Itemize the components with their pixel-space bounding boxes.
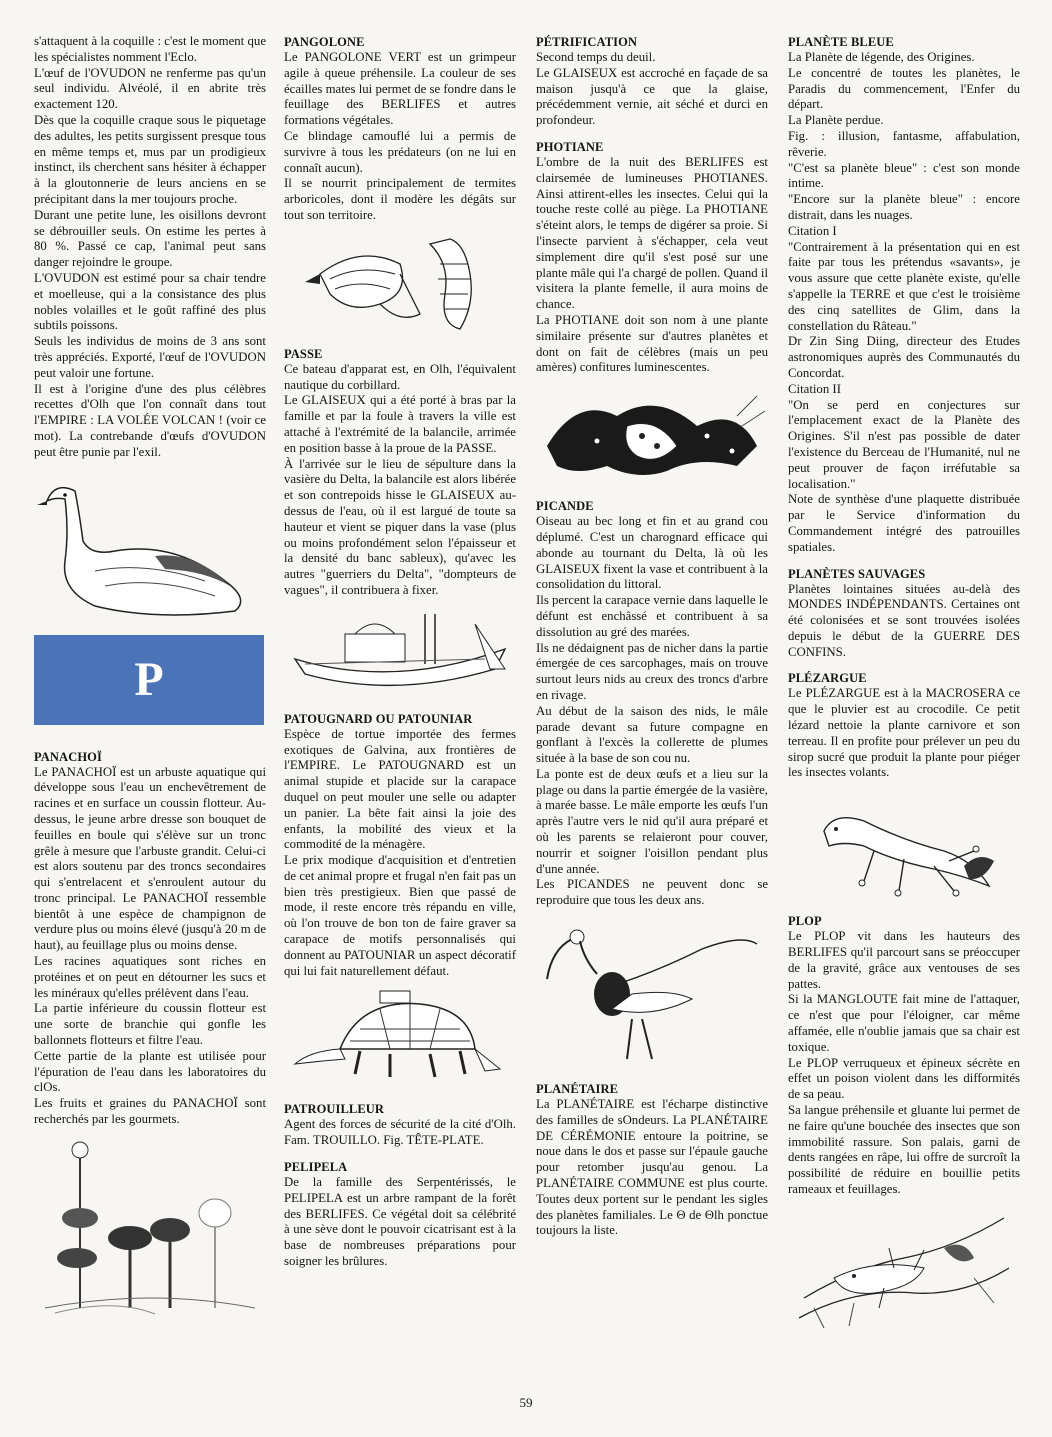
paragraph: Seuls les individus de moins de 3 ans sont très appréciés. Exporté, l'œuf de l'OVUDON peut valoir une fortune. [34,334,266,380]
paragraph: Oiseau au bec long et fin et au grand cou déplumé. C'est un charognard efficace qui abonde au tournant du Delta, là où les GLAISEUX fixent la vase et contribuent à la consolidation du littoral. [536,514,768,592]
paragraph: Sa langue préhensile et gluante lui permet de ne faire qu'une bouchée des insectes que son immobilité rassure. Son palais, garni de dents rangées en râpe, lui offre de surcroît la possibilité de réduire en bouillie petits rameaux et feuillages. [788,1103,1020,1197]
entry-patougnard [284,711,516,980]
paragraph: Dr Zin Sing Diing, directeur des Etudes astronomiques auprès des Communautés du Concordat. [788,334,1020,380]
entry-title: PÉTRIFICATION [536,35,638,49]
paragraph: La PHOTIANE doit son nom à une plante similaire présente sur d'autres planètes et dont on fait de célèbres (mais un peu amères) confitures luminescentes. [536,312,768,375]
entry-title: PATOUGNARD OU PATOUNIAR [284,711,473,726]
paragraph: La partie inférieure du coussin flotteur est une sorte de branchie qui gonfle les ballonnets flotteurs et filtre l'eau. [34,1001,266,1048]
photiane-tree-illustration [537,386,767,486]
paragraph: Le PLOP verruqueux et épineux sécrète en effet un poison violent dans les difformités de sa peau. [788,1055,1020,1102]
paragraph: À l'arrivée sur le lieu de sépulture dans la vasière du Delta, la balancile est alors libérée et son contrepoids hisse le GLAISEUX au-dessus de l'eau, où il est largué de toute sa hauteur et vient se piquer dans la vase (plus ou moins profondément selon l'épaisseur et la densité du banc sableux), qu'avec les autres "guerriers du Delta", "dompteurs de vagues", il contribuera à fixer. [284,456,516,597]
paragraph: Le GLAISEUX est accroché en façade de sa maison jusqu'à ce que la glaise, précédemment vernie, ait séché et durci en profondeur. [536,65,768,128]
paragraph: "C'est sa planète bleue" : c'est son monde intime. [788,160,1020,191]
entry-title: PASSE [284,346,323,361]
paragraph: Planètes lointaines situées au-delà des MONDES INDÉPENDANTS. Certaines ont été colonisées et se sont trouvées isolées depuis le début de la GUERRE DES CONFINS. [788,581,1020,659]
paragraph: Les racines aquatiques sont riches en protéines et on peut en détourner les sucs et les minéraux qu'elles prélèvent dans l'eau. [34,954,266,1000]
paragraph: Le PANGOLONE VERT est un grimpeur agile à queue préhensile. La couleur de ses écailles mates lui permet de se fondre dans le feuillage des BERLIFES et autres formations végétales. [284,50,516,128]
section-letter-block [34,635,264,725]
paragraph: Citation I [788,223,837,238]
paragraph: Ils ne dédaignent pas de nicher dans la partie émergée de ces sarcophages, mais on trouve surtout leurs nids au creux des troncs d'arbre en rivage. [536,640,768,702]
entry-title: PLANÉTAIRE [536,1082,619,1097]
paragraph: Fig. : illusion, fantasme, affabulation, rêverie. [788,128,1020,159]
column-4 [788,34,1020,1350]
plezargue-lizard-illustration [804,791,1004,901]
paragraph: Ils percent la carapace vernie dans laquelle le défunt est enchâssé et contribuent à sa dissolution au gré des marées. [536,593,768,639]
paragraph: Si la MANGLOUTE fait mine de l'attaquer, ce n'est que pour l'éloigner, car même affamée, elle n'oublie jamais que sa chair est toxique. [788,992,1020,1054]
entry-photiane [536,139,768,376]
entry-pangolone [284,34,516,224]
paragraph: Ce blindage camouflé lui a permis de survivre à tous les prédateurs (on ne lui en connaît aucun). [284,128,516,175]
funeral-boat-illustration [285,609,515,699]
entry-plezargue [788,670,1020,781]
paragraph: La Planète perdue. [788,113,884,128]
paragraph: Le GLAISEUX qui a été porté à bras par la famille et par la foule à travers la ville est attaché à l'extrémité de la balancile, arrimée en position basse à la proue de la PASSE. [284,393,516,455]
paragraph: "Contrairement à la présentation qui en est faite par tous les prétendus «savants», je vous assure que cette planète existe, qu'elle s'appelle la TERRE et que c'est le troisième des cinq satellites de Glim, dans la constellation du Râteau." [788,239,1020,333]
paragraph: "Encore sur la planète bleue" : encore distrait, dans les nuages. [788,192,1020,222]
paragraph: Le prix modique d'acquisition et d'entretien de cet animal propre et frugal n'en fait pas un bien très prestigieux. Bien que passé de mode, il reste encore très répandu en ville, où l'on trouve de bon ton de faire graver sa carapace de motifs personnalisés qui donnent au PATOUNIAR un aspect décoratif qui lui fait naturellement défaut. [284,853,516,978]
paragraph: Cette partie de la plante est utilisée pour l'épuration de l'eau dans les laboratoires du clOs. [34,1048,266,1095]
entry-planetes-sauvages [788,566,1020,661]
column-1 [34,34,266,1330]
paragraph: Au début de la saison des nids, le mâle parade devant sa future compagne en gonflant à l'excès la collerette de plumes située à la base de son cou nu. [536,703,768,766]
paragraph: Le PANACHOÏ est un arbuste aquatique qui développe sous l'eau un enchevêtrement de racines et en surface un coussin flotteur. Au-dessus, le jeune arbre dresse son bouquet de feuilles en boule qui s'élève sur un tronc grêle à mesure que l'arbuste grandit. Celui-ci est alors soutenu par des troncs secondaires qui s'entrelacent et s'enroulent autour du tronc principal. Le PANACHOÏ ressemble bientôt à une espèce de champignon de verdure plus ou moins élevé (jusqu'à 20 m de haut), au feuillage plus ou moins dense. [34,764,266,953]
entry-title: PHOTIANE [536,139,604,154]
entry-picande [536,498,768,909]
paragraph: Durant une petite lune, les oisillons devront se débrouiller seuls. On estime les pertes à 80 %. Passé ce cap, l'animal peut sans danger rejoindre le groupe. [34,207,266,270]
paragraph: Agent des forces de sécurité de la cité d'Olh. Fam. TROUILLO. Fig. TÊTE-PLATE. [284,1117,516,1148]
entry-pelipela [284,1159,516,1270]
picande-bird-illustration [542,919,762,1069]
column-2 [284,34,516,1280]
page-number: 59 [519,1395,533,1410]
entry-petrification [536,34,768,129]
tortoise-illustration [290,989,510,1089]
paragraph: Le PLOP vit dans les hauteurs des BERLIFES qu'il parcourt sans se préoccuper de la gravité, grâce aux ventouses de ses pattes. [788,929,1020,991]
entry-title: PICANDE [536,499,594,514]
entry-patrouilleur [284,1101,516,1149]
paragraph: Dès que la coquille craque sous le piquetage des adultes, les petits surgissent presque tous en même temps et, mus par un prodigieux instinct, ils cherchent sans hésiter à échapper à la gloutonnerie de leurs anciens en se précipitant dans la mer toujours proche. [34,112,266,206]
paragraph: La ponte est de deux œufs et a lieu sur la plage ou dans la partie émergée de la vasière, à marée basse. Le mâle emporte les œufs l'un après l'autre vers le nid qu'il aura préparé et où les parents se relaieront pour couver, nourrir et soigner l'oisillon pendant plus d'une année. [536,766,768,876]
paragraph: Espèce de tortue importée des fermes exotiques de Galvina, aux frontières de l'EMPIRE. Le PATOUGNARD est un animal stupide et placide sur la carapace duquel on peut mouler une selle ou adapter un panier. La bête fait ainsi la joie des enfants, la mobilité des vieux et la commodité de la ménagère. [284,726,516,852]
panachoi-plants-illustration [35,1138,265,1318]
entry-plop [788,913,1020,1198]
entry-planetaire [536,1081,768,1239]
entry-passe [284,346,516,599]
entry-title: PLANÈTE BLEUE [788,35,894,49]
entry-title: PATROUILLEUR [284,1102,385,1117]
entry-title: PELIPELA [284,1160,348,1175]
paragraph: Il est à l'origine d'une des plus célèbres recettes d'Olh que l'on connaît dans tout l'EMPIRE : LA VOLÉE VOLCAN ! (voir ce mot). La contrebande d'œufs d'OVUDON peut être punie par l'exil. [34,381,266,459]
plop-creature-illustration [794,1208,1014,1338]
entry-panachoi [34,749,266,1128]
paragraph: Il se nourrit principalement de termites arboricoles, dont il modère les dégâts sur tout son territoire. [284,176,516,222]
entry-title: PANACHOÏ [34,749,102,764]
entry-title: PLANÈTES SAUVAGES [788,566,926,581]
paragraph: Le PLÉZARGUE est à la MACROSERA ce que le pluvier est au crocodile. Ce petit lézard nettoie la plante carnivore et son terreau. Il en profite pour prélever un peu du sirop sucré que produit la plante pour piéger les insectes volants. [788,686,1020,780]
section-letter: P [134,653,164,707]
paragraph: Ce bateau d'apparat est, en Olh, l'équivalent nautique du corbillard. [284,361,516,392]
paragraph: s'attaquent à la coquille : c'est le moment que les spécialistes nomment l'Eclo. [34,34,266,64]
paragraph: "On se perd en conjectures sur l'emplacement exact de la Planète des Origines. S'il n'est pas possible de dater l'existence du Berceau de l'Humanité, nul ne peut prouver de façon irréfutable sa localisation." [788,397,1020,491]
paragraph: Second temps du deuil. [536,50,656,64]
paragraph: Les fruits et graines du PANACHOÏ sont recherchés par les gourmets. [34,1096,266,1127]
paragraph: La Planète de légende, des Origines. [788,50,975,64]
swan-illustration [35,471,265,621]
paragraph: Citation II [788,381,841,396]
entry-ovudon-continued [34,34,266,461]
paragraph: La PLANÉTAIRE est l'écharpe distinctive des familles de sOndeurs. La PLANÉTAIRE DE CÉRÉMONIE entoure la poitrine, se noue dans le dos et passe sur l'épaule gauche pour retomber jusqu'au genou. La PLANÉTAIRE COMMUNE est plus courte. Toutes deux portent sur le pendant les sigles des planètes familiales. Le Θ de Θlh ponctue toujours la liste. [536,1097,768,1238]
entry-title: PANGOLONE [284,35,365,49]
paragraph: L'œuf de l'OVUDON ne renferme pas qu'un seul individu. Alvéolé, il en abrite très exactement 120. [34,65,266,112]
paragraph: L'OVUDON est estimé pour sa chair tendre et moelleuse, qui a la consistance des plus nobles volailles et le goût raffiné des plus subtils poissons. [34,270,266,333]
paragraph: L'ombre de la nuit des BERLIFES est clairsemée de lumineuses PHOTIANES. Ainsi attirent-elles les insectes. Celui qui la touche reste collé au piège. La PHOTIANE s'éteint alors, le temps de digérer sa proie. Si l'insecte parvient à s'échapper, cela veut simplement dire qu'il s'est posé sur une plante mâle qui l'a chargé de pollen. Quand il visitera la plante femelle, il aura moins de chance. [536,154,768,312]
paragraph: Les PICANDES ne peuvent donc se reproduire que tous les deux ans. [536,877,768,908]
column-3 [536,34,768,1249]
entry-title: PLÉZARGUE [788,671,867,686]
paragraph: Note de synthèse d'une plaquette distribuée par le Service d'information du Commandement intégré des patrouilles spatiales. [788,492,1020,554]
pangolone-illustration [300,234,500,334]
entry-title: PLOP [788,914,822,929]
paragraph: De la famille des Serpentérissés, le PELIPELA est un arbre rampant de la forêt des BERLIFES. Ce végétal doit sa célébrité à une sève dont le pouvoir cicatrisant est à la base de nombreuses préparations pour soigner les brûlures. [284,1175,516,1269]
paragraph: Le concentré de toutes les planètes, le Paradis du commencement, l'Enfer du départ. [788,65,1020,112]
entry-planete-bleue [788,34,1020,556]
